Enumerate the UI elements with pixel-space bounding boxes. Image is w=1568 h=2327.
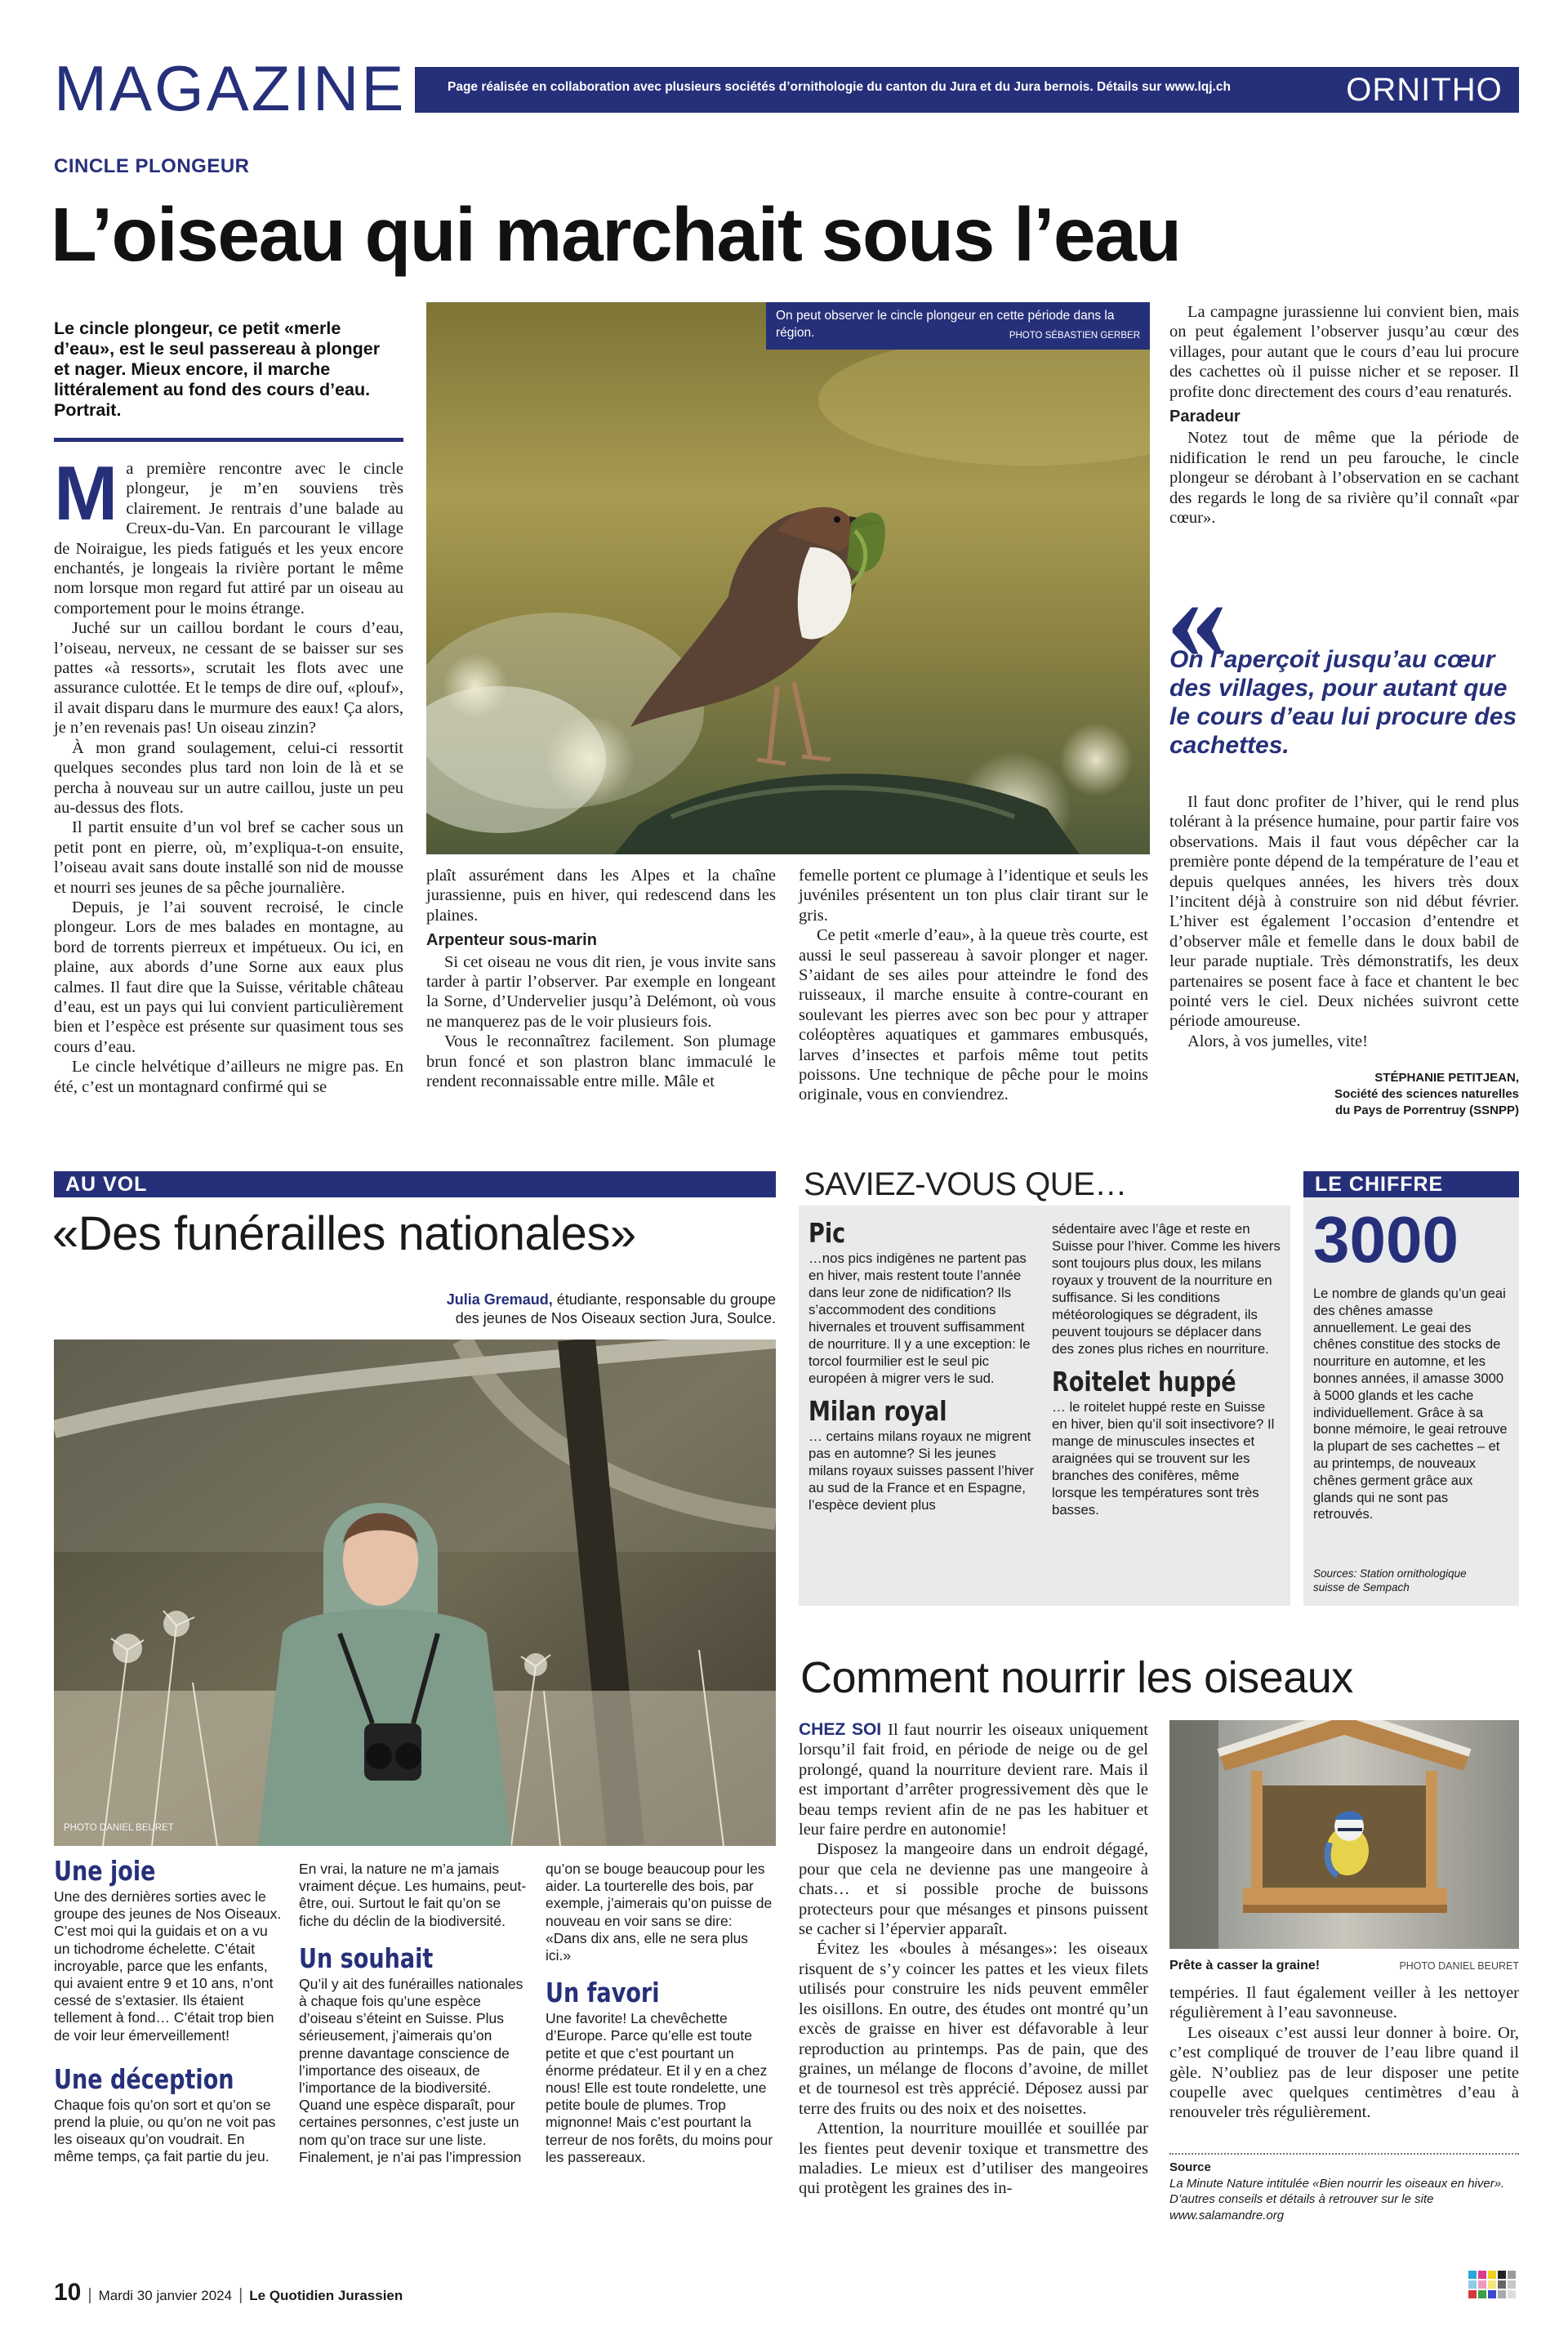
article-column-3: femelle portent ce plumage à l’identique et seuls les juvéniles présentent un ton plus clair tirant sur le gris. Ce petit «merle d’eau», à la queue très courte, est aussi le seul passereau à savoir plonger et nager. S’aidant de ses ailes pour atteindre le fond des ruisseaux, il marche ensuite à contre-courant en soulevant les pierres avec son bec pour y attraper coléoptères aquatiques et gammares embusqués, larves d’insectes et parfois même tout petits poissons. Une technique de pêche pour le moins originale, vous en conviendrez. (799, 867, 1148, 1104)
author-org-1: Société des sciences naturelles (1334, 1087, 1519, 1101)
souhait-heading: Un souhait (299, 1941, 434, 1974)
article-kicker: CINCLE PLONGEUR (54, 155, 250, 177)
article-title: L’oiseau qui marchait sous l’eau (51, 192, 1181, 277)
saviez-column-2 (1052, 1220, 1282, 1518)
joie-text: Une des dernières sorties avec le groupe des jeunes de Nos Oiseaux. C’est moi qui la guidais et on a vu un tichodrome échelette. C’était incroyable, parce que les enfants, qui avaient entre 9 et 10 ans, n’ont cessé de s’extasier. Ils étaient tellement à fond… C’était trop bien de voir leur émerveillement! (54, 1888, 282, 2044)
portrait-photo (54, 1340, 776, 1846)
magazine-title: MAGAZINE (54, 52, 407, 124)
source-heading: Source (1169, 2160, 1211, 2174)
subhead-paradeur: Paradeur (1169, 408, 1241, 426)
byline-name: Julia Gremaud, (446, 1291, 553, 1308)
milan-heading: Milan royal (808, 1395, 947, 1427)
interview-column-2 (299, 1861, 528, 2166)
saviez-col2-text: sédentaire avec l’âge et reste en Suisse pour l’hiver. Comme les hivers sont toujours plus doux, les milans royaux y trouvent de la nourriture en suffisance. Si les conditions météorologiques se dégradent, ils peuvent toujours se déplacer dans des zones plus riches en nourriture. (1052, 1221, 1281, 1357)
pic-text: …nos pics indigènes ne partent pas en hiver, mais restent toute l’année dans leur zone de nidification? Ils s’accommodent des conditions hivernales et trouvent suffisamment de nourriture. Il y a une exception: le torcol fourmilier est le seul pic européen à migrer vers le sud. (808, 1250, 1031, 1386)
footer-paper: Le Quotidien Jurassien (249, 2288, 403, 2303)
chiffre-source: Sources: Station ornithologique suisse de Sempach (1313, 1567, 1467, 1594)
favori-text: Une favorite! La chevêchette d’Europe. Parce qu’elle est toute petite et que c’est pourtant un énorme prédateur. Et il y en a chez nous! Elle est toute rondelette, une petite boule de plumes. Trop mignonne! Mais c’est pourtant la terreur de nos forêts, du moins pour les passereaux. (546, 2010, 773, 2165)
page-number: 10 (54, 2279, 82, 2306)
interview-col2-text: En vrai, la nature ne m’a jamais vraiment déçue. Les humains, peut-être, oui. Surtout le fait qu’on se fiche du déclin de la biodiversité. (299, 1861, 527, 1929)
chiffre-number: 3000 (1313, 1203, 1459, 1276)
lead-rule (54, 438, 403, 442)
interview-col3-text: qu’on se bouge beaucoup pour les aider. La tourterelle des bois, par exemple, j’aimerais qu’on puisse de nouveau en voir sans se dire: «Dans dix ans, elle ne sera plus ici.» (546, 1861, 773, 1964)
favori-heading: Un favori (546, 1977, 660, 2009)
color-bar-icon (1468, 2271, 1519, 2308)
roitelet-text: … le roitelet huppé reste en Suisse en hiver, bien qu’il soit insectivore? Il mange de minuscules insectes et araignées qui se trouvent sur les branches des conifères, même lorsque les températures sont très basses. (1052, 1399, 1275, 1518)
interview-column-3 (546, 1861, 776, 2166)
pull-quote: On l’aperçoit jusqu’au cœur des villages, pour autant que le cours d’eau lui procure des cachettes. (1169, 646, 1517, 759)
chiffre-text: Le nombre de glands qu’un geai des chênes amasse annuellement. Le geai des chênes constitue des stocks de nourriture en automne, et les bonnes années, il amasse 3000 à 5000 glands et les cache individuellement. Grâce à sa bonne mémoire, le geai retrouve la plupart de ses cachettes – et au printemps, de nouveaux chênes germent grâce aux glands qui ne sont pas retrouvés. (1313, 1286, 1508, 1522)
author-block (1169, 1070, 1519, 1119)
quote-mark-icon: « (1166, 550, 1227, 685)
saviez-title: SAVIEZ-VOUS QUE… (804, 1166, 1127, 1202)
nourrir-column-1: CHEZ SOI Il faut nourrir les oiseaux uniquement lorsqu’il fait froid, en période de neige ou de gel prolongé, quand la nourriture devient rare. Mais il est important d’arrêter progressivement dès que le beau temps revient afin de ne pas les habituer et leur faire perdre en autonomie! Disposez la mangeoire dans un endroit dégagé, pour que cela ne devienne pas une mangeoire à chats… et si possible proche de buissons protecteurs pour que mésanges et pinsons puissent se cacher si l’épervier apparaît. Évitez les «boules à mésanges»: les oiseaux risquent de s’y coincer les pattes et les vieux filets utilisés pour construire les nids peuvent emmêler les oisillons. En outre, des études ont montré qu’un excès de graisse en hiver est défavorable à leur reproduction au printemps. Pas de pain, que des graines, un mélange de flocons d’avoine, de millet et de tournesol est très apprécié. Déposez aussi par terre des fruits ou des noix et des noisettes. Attention, la nourriture mouillée et souillée par les fientes peut devenir toxique et transmettre des maladies. Le mieux est d’utiliser des mangeoires qui protègent les graines des in- (799, 1720, 1148, 2198)
photo-caption-box (766, 302, 1150, 350)
dipper-photo (426, 302, 1150, 854)
nourrir-kicker: CHEZ SOI (799, 1720, 882, 1739)
pic-heading: Pic (808, 1217, 846, 1249)
souhait-text: Qu’il y ait des funérailles nationales à chaque fois qu’une espèce d’oiseau s’éteint en Suisse. Plus sérieusement, j’aimerais qu’on prenne davantage conscience de l’importance des oiseaux, de l’importance de la biodiversité. Quand une espèce disparaît, pour certaines personnes, c’est juste un nom qu’on trace sur une liste. Finalement, je n’ai pas l’impression (299, 1975, 523, 2165)
interview-column-1 (54, 1854, 283, 2166)
saviez-column-1 (808, 1217, 1037, 1513)
au-vol-byline: Julia Gremaud, étudiante, responsable du groupe des jeunes de Nos Oiseaux section Jura, Soulce. (446, 1291, 776, 1326)
footer-date: Mardi 30 janvier 2024 (98, 2288, 233, 2303)
au-vol-title: «Des funérailles nationales» (52, 1207, 636, 1260)
subhead-arpenteur: Arpenteur sous-marin (426, 931, 597, 950)
banner-text: Page réalisée en collaboration avec plusieurs sociétés d’ornithologie du canton du Jura et du Jura bernois. Détails sur www.lqj.ch (448, 80, 1231, 94)
article-lead: Le cincle plongeur, ce petit «merle d’eau», est le seul passereau à plonger et nager. Mieux encore, il marche littéralement au fond des cours d’eau. Portrait. (54, 319, 381, 420)
nourrir-title: Comment nourrir les oiseaux (800, 1653, 1353, 1702)
au-vol-label: AU VOL (54, 1171, 776, 1197)
source-text: La Minute Nature intitulée «Bien nourrir les oiseaux en hiver». D’autres conseils et détails à retrouver sur le site www.salamandre.org (1169, 2176, 1505, 2222)
article-column-4: La campagne jurassienne lui convient bien, mais on peut également l’observer jusqu’au cœur des villages, pour autant que le cours d’eau lui procure des cachettes où il puisse nicher et se reposer. Il profite donc directement des cours d’eau renaturés. Paradeur Notez tout de même que la période de nidification le rend un peu farouche, le cincle plongeur se dérobant à l’observation en se cachant des regards le long de sa rivière qu’il connaît «par cœur». (1169, 303, 1519, 528)
article-column-4b: Il faut donc profiter de l’hiver, qui le rend plus tolérant à la présence humaine, pour partir faire vos observations. Mais il faut vous dépêcher car la première ponte dépend de la température de l’eau et depuis quelques années, les hivers très doux l’incitent déjà à construire son nid début février. L’hiver est également l’occasion d’entendre et d’observer mâle et femelle dans le doux babil de leur parade nuptiale. Très démonstratifs, les deux partenaires se posent face à face et chantent le bec pointé vers le ciel. Deux nichées suivront cette période amoureuse. Alors, à vos jumelles, vite! (1169, 793, 1519, 1050)
feeder-credit: PHOTO DANIEL BEURET (1399, 1960, 1519, 1972)
joie-heading: Une joie (54, 1855, 156, 1887)
footer: 10 | Mardi 30 janvier 2024 | Le Quotidien Jurassien (54, 2279, 403, 2306)
section-label: ORNITHO (1346, 72, 1503, 108)
nourrir-column-2: tempéries. Il faut également veiller à les nettoyer régulièrement à l’eau savonneuse. Les oiseaux c’est aussi leur donner à boire. Or, c’est compliqué de trouver de l’eau libre quand il gèle. N’oubliez pas de leur disposer une petite coupelle avec quelques centimètres d’eau à renouveler très régulièrement. (1169, 1984, 1519, 2122)
feeder-caption: Prête à casser la graine! (1169, 1959, 1321, 1973)
portrait-credit: PHOTO DANIEL BEURET (64, 1823, 174, 1833)
deception-heading: Une déception (54, 2062, 234, 2095)
deception-text: Chaque fois qu’on sort et qu’on se prend la pluie, ou qu’on ne voit pas les oiseaux qu’on voudrait. En même temps, ça fait partie du jeu. (54, 2096, 276, 2165)
article-column-2: plaît assurément dans les Alpes et la chaîne jurassienne, puis en hiver, qui redescend dans les plaines. Arpenteur sous-marin Si cet oiseau ne vous dit rien, je vous invite sans tarder à partir l’observer. Par exemple en longeant la Sorne, d’Undervelier jusqu’à Delémont, où vous ne manquerez pas de le voir plusieurs fois. Vous le reconnaîtrez facilement. Son plumage brun foncé et son plastron blanc immaculé le rendent reconnaissable entre mille. Mâle et (426, 867, 776, 1091)
roitelet-heading: Roitelet huppé (1052, 1366, 1236, 1398)
photo-credit: PHOTO SÉBASTIEN GERBER (1009, 331, 1140, 341)
drop-cap: M (54, 450, 118, 536)
author-name: STÉPHANIE PETITJEAN, (1374, 1071, 1519, 1085)
feeder-photo (1169, 1720, 1519, 1949)
nourrir-source (1169, 2160, 1519, 2223)
chiffre-label: LE CHIFFRE (1303, 1171, 1519, 1197)
source-rule (1169, 2153, 1519, 2155)
milan-text: … certains milans royaux ne migrent pas en automne? Si les jeunes milans royaux suisses passent l’hiver au sud de la France et en Espagne, l’espèce devient plus (808, 1429, 1035, 1513)
photo-caption: On peut observer le cincle plongeur en cette période dans la région. (776, 309, 1115, 340)
author-org-2: du Pays de Porrentruy (SSNPP) (1334, 1103, 1519, 1117)
article-column-1: Ma première rencontre avec le cincle plongeur, je m’en souviens très clairement. Je rentrais d’une balade au Creux-du-Van. En parcourant le village de Noiraigue, les pieds fatigués et les yeux encore enchantés, je longeais la rivière portant le même nom lorsque mon regard fut attiré par un oiseau au comportement pour le moins étrange. Juché sur un caillou bordant le cours d’eau, l’oiseau, nerveux, ne cessant de se baisser sur ses pattes «à ressorts», scrutait les flots avec une assurance culottée. Et le temps de dire ouf, «plouf», il avait disparu dans le murmure des eaux! Ça alors, je n’en revenais pas! Un oiseau zinzin? À mon grand soulagement, celui-ci ressortit quelques secondes plus tard non loin de là et se percha à nouveau sur un autre caillou, juste un peu au-dessus des flots. Il partit ensuite d’un vol bref se cacher sous un petit pont en pierre, où, m’expliqua-t-on ensuite, l’oiseau avait sans doute installé son nid de mousse et nourri ses jeunes de sa pêche journalière. Depuis, je l’ai souvent recroisé, le cincle plongeur. Lors de mes balades en montagne, au bord de torrents pierreux et impétueux. Ou ici, en plaine, aux abords d’une Sorne aux eaux plus calmes. Il faut dire que la Suisse, véritable château d’eau, est un pays qui lui convient particulièrement bien et l’espèce est présente sur quasiment tous ses cours d’eau. Le cincle helvétique d’ailleurs ne migre pas. En été, c’est un montagnard confirmé qui se (54, 450, 403, 1096)
